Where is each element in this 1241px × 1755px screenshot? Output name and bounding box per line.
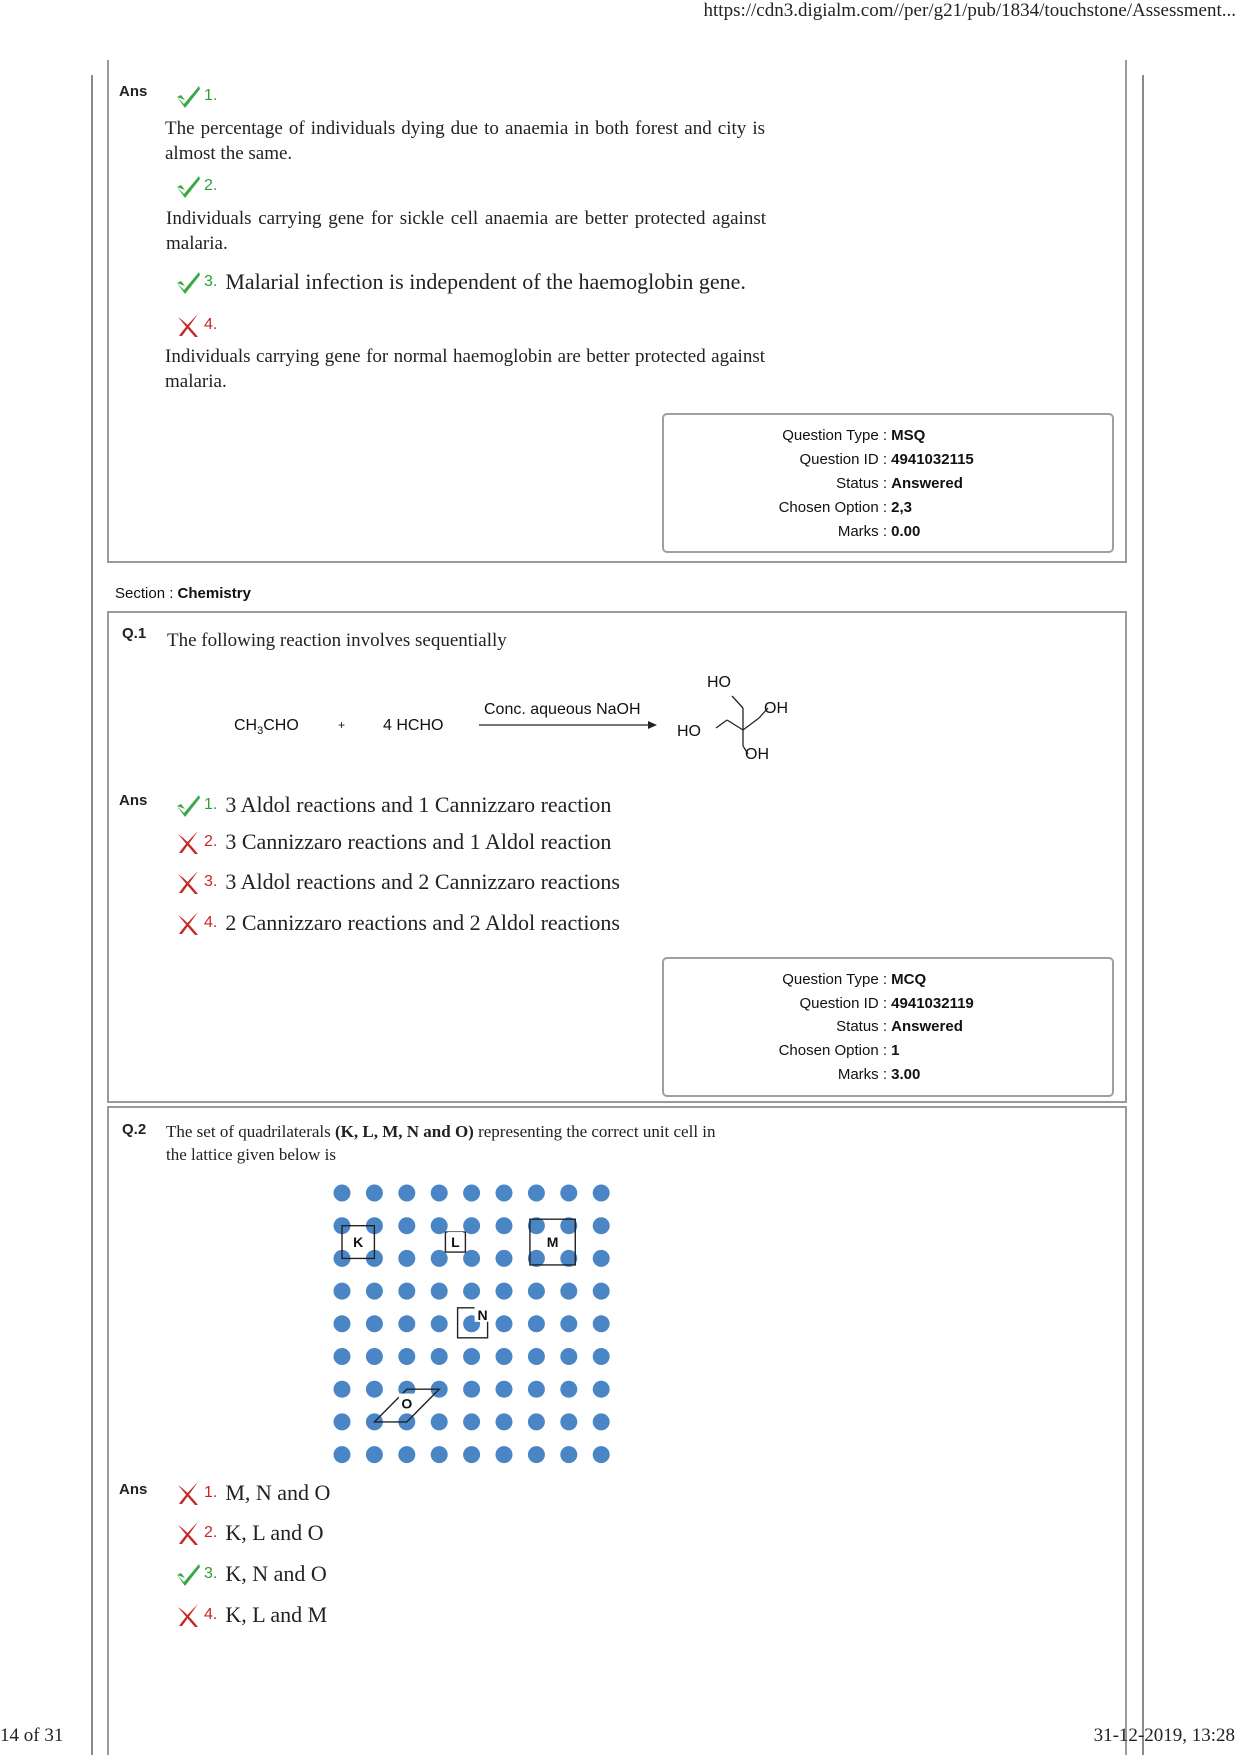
lattice-point — [398, 1185, 415, 1202]
lattice-label-o: O — [401, 1395, 413, 1412]
q2-option-4-text: K, L and M — [225, 1602, 328, 1627]
q2-option-4 — [174, 1601, 327, 1629]
prev-option-4 — [174, 311, 225, 339]
q2-text-line1: The set of quadrilaterals (K, L, M, N and O) representing the correct unit cell in — [166, 1122, 716, 1141]
lattice-point — [560, 1413, 577, 1430]
option-number: 3. — [204, 1565, 218, 1582]
lattice-point — [528, 1381, 545, 1398]
lattice-point — [496, 1381, 513, 1398]
info-marks: Marks : 3.00 — [837, 1066, 921, 1083]
footer-page-number: 14 of 31 — [0, 1725, 64, 1746]
info-question-id: Question ID : 4941032119 — [799, 995, 974, 1012]
lattice-point — [334, 1315, 351, 1332]
q1-option-1 — [174, 791, 611, 819]
lattice-point — [334, 1446, 351, 1463]
cross-icon — [174, 311, 202, 339]
lattice-point — [528, 1446, 545, 1463]
lattice-point — [398, 1315, 415, 1332]
lattice-point — [593, 1185, 610, 1202]
q1-option-2 — [174, 828, 611, 856]
lattice-point — [334, 1381, 351, 1398]
lattice-label-m: M — [546, 1234, 559, 1251]
lattice-point — [496, 1185, 513, 1202]
prev-option-4-text: Individuals carrying gene for normal haemoglobin are better protected against malaria. — [165, 346, 765, 392]
page-frame-left — [91, 75, 93, 1755]
lattice-point — [463, 1446, 480, 1463]
info-question-id: Question ID : 4941032115 — [799, 451, 974, 468]
q2-ans-label: Ans — [119, 1481, 148, 1498]
cross-icon — [174, 868, 202, 896]
info-marks: Marks : 0.00 — [837, 523, 921, 540]
q2-option-2 — [174, 1519, 324, 1547]
product-label-oh-bottom: OH — [745, 746, 769, 763]
cross-icon — [174, 1519, 202, 1547]
lattice-point — [334, 1348, 351, 1365]
check-icon — [174, 791, 202, 819]
prev-option-1-text: The percentage of individuals dying due to anaemia in both forest and city is almost the same. — [165, 118, 765, 164]
lattice-point — [398, 1250, 415, 1267]
lattice-label-l: L — [451, 1234, 460, 1251]
prev-option-1 — [174, 82, 225, 110]
lattice-point — [366, 1315, 383, 1332]
pentaerythritol-structure — [670, 668, 800, 770]
section-name: Chemistry — [177, 585, 251, 602]
option-number: 3. — [204, 873, 218, 890]
lattice-point — [398, 1217, 415, 1234]
q1-info-box — [662, 957, 1114, 1097]
lattice-point — [528, 1315, 545, 1332]
lattice-point — [398, 1348, 415, 1365]
prev-option-3 — [174, 268, 746, 296]
lattice-point — [560, 1348, 577, 1365]
option-number: 4. — [204, 1606, 218, 1623]
lattice-point — [593, 1381, 610, 1398]
info-question-type: Question Type : MCQ — [782, 971, 927, 988]
reaction-arrow — [478, 718, 658, 732]
lattice-point — [593, 1348, 610, 1365]
lattice-point — [528, 1348, 545, 1365]
lattice-point — [560, 1185, 577, 1202]
lattice-point — [496, 1283, 513, 1300]
q1-option-3 — [174, 868, 620, 896]
lattice-label-k: K — [353, 1234, 364, 1251]
option-number: 4. — [204, 914, 218, 931]
lattice-point — [593, 1283, 610, 1300]
q2-option-3-text: K, N and O — [225, 1561, 327, 1586]
lattice-point — [593, 1217, 610, 1234]
reaction-plus: + — [338, 718, 346, 732]
q1-option-1-text: 3 Aldol reactions and 1 Cannizzaro reaction — [225, 792, 612, 817]
lattice-point — [593, 1446, 610, 1463]
lattice-label-n: N — [477, 1306, 488, 1323]
prev-option-2 — [174, 172, 225, 200]
lattice-point — [560, 1283, 577, 1300]
info-chosen-option: Chosen Option : 1 — [778, 1042, 900, 1059]
lattice-point — [528, 1185, 545, 1202]
page-frame-right — [1142, 75, 1144, 1755]
q2-number: Q.2 — [122, 1121, 147, 1138]
lattice-point — [463, 1413, 480, 1430]
lattice-point — [528, 1283, 545, 1300]
cross-icon — [174, 828, 202, 856]
lattice-point — [528, 1413, 545, 1430]
option-number: 1. — [204, 1484, 218, 1501]
prev-ans-label: Ans — [119, 83, 148, 100]
product-label-ho-top: HO — [707, 674, 731, 691]
lattice-point — [431, 1185, 448, 1202]
lattice-point — [366, 1348, 383, 1365]
check-icon — [174, 268, 202, 296]
lattice-point — [496, 1217, 513, 1234]
q1-option-3-text: 3 Aldol reactions and 2 Cannizzaro reactions — [225, 869, 620, 894]
q2-option-3 — [174, 1560, 327, 1588]
prev-option-3-text: Malarial infection is independent of the haemoglobin gene. — [225, 269, 746, 294]
option-number: 1. — [204, 796, 218, 813]
option-number: 1. — [204, 87, 218, 104]
lattice-point — [463, 1348, 480, 1365]
product-label-oh-right: OH — [764, 700, 788, 717]
footer-datetime: 31-12-2019, 13:28 — [1093, 1725, 1235, 1746]
q1-option-4 — [174, 909, 620, 937]
lattice-point — [431, 1446, 448, 1463]
reactant-acetaldehyde: $CH_3CHO$ — [234, 717, 299, 738]
check-icon — [174, 82, 202, 110]
reaction-condition: Conc. aqueous NaOH — [484, 701, 641, 718]
check-icon — [174, 172, 202, 200]
option-number: 4. — [204, 316, 218, 333]
section-label: Section : — [115, 585, 174, 602]
q2-option-1-text: M, N and O — [225, 1480, 331, 1505]
info-status: Status : Answered — [836, 1018, 963, 1035]
lattice-point — [593, 1315, 610, 1332]
lattice-point — [431, 1413, 448, 1430]
cross-icon — [174, 909, 202, 937]
q2-option-1 — [174, 1479, 330, 1507]
lattice-point — [560, 1381, 577, 1398]
q1-option-2-text: 3 Cannizzaro reactions and 1 Aldol reaction — [225, 829, 612, 854]
prev-option-2-text: Individuals carrying gene for sickle cell anaemia are better protected against malaria. — [166, 208, 766, 254]
q2-text-line2: the lattice given below is — [166, 1145, 336, 1164]
lattice-point — [334, 1413, 351, 1430]
q1-text: The following reaction involves sequentially — [167, 630, 507, 651]
lattice-point — [366, 1283, 383, 1300]
lattice-diagram — [330, 1182, 620, 1467]
lattice-point — [496, 1446, 513, 1463]
lattice-point — [496, 1250, 513, 1267]
q1-number: Q.1 — [122, 625, 147, 642]
reactant-formaldehyde: 4 HCHO — [383, 717, 444, 734]
q1-ans-label: Ans — [119, 792, 148, 809]
lattice-point — [431, 1283, 448, 1300]
info-question-type: Question Type : MSQ — [782, 427, 926, 444]
lattice-point — [593, 1413, 610, 1430]
lattice-point — [560, 1446, 577, 1463]
lattice-point — [398, 1446, 415, 1463]
lattice-point — [334, 1185, 351, 1202]
lattice-point — [496, 1413, 513, 1430]
lattice-point — [398, 1283, 415, 1300]
lattice-point — [366, 1381, 383, 1398]
lattice-point — [463, 1185, 480, 1202]
info-chosen-option: Chosen Option : 2,3 — [778, 499, 913, 516]
lattice-point — [593, 1250, 610, 1267]
product-label-ho-left: HO — [677, 723, 701, 740]
lattice-point — [496, 1315, 513, 1332]
option-number: 2. — [204, 833, 218, 850]
lattice-point — [463, 1283, 480, 1300]
cross-icon — [174, 1479, 202, 1507]
lattice-point — [431, 1348, 448, 1365]
header-url: https://cdn3.digialm.com//per/g21/pub/1834/touchstone/Assessment... — [703, 0, 1236, 21]
lattice-point — [560, 1315, 577, 1332]
lattice-point — [496, 1348, 513, 1365]
q1-option-4-text: 2 Cannizzaro reactions and 2 Aldol reactions — [225, 910, 620, 935]
check-icon — [174, 1560, 202, 1588]
lattice-point — [366, 1446, 383, 1463]
info-status: Status : Answered — [836, 475, 963, 492]
lattice-point — [366, 1185, 383, 1202]
option-number: 2. — [204, 177, 218, 194]
lattice-point — [334, 1283, 351, 1300]
lattice-point — [431, 1315, 448, 1332]
section-heading — [115, 585, 251, 602]
q2-option-2-text: K, L and O — [225, 1520, 324, 1545]
cross-icon — [174, 1601, 202, 1629]
option-number: 2. — [204, 1524, 218, 1541]
option-number: 3. — [204, 273, 218, 290]
prev-question-info-box — [662, 413, 1114, 553]
lattice-point — [463, 1381, 480, 1398]
